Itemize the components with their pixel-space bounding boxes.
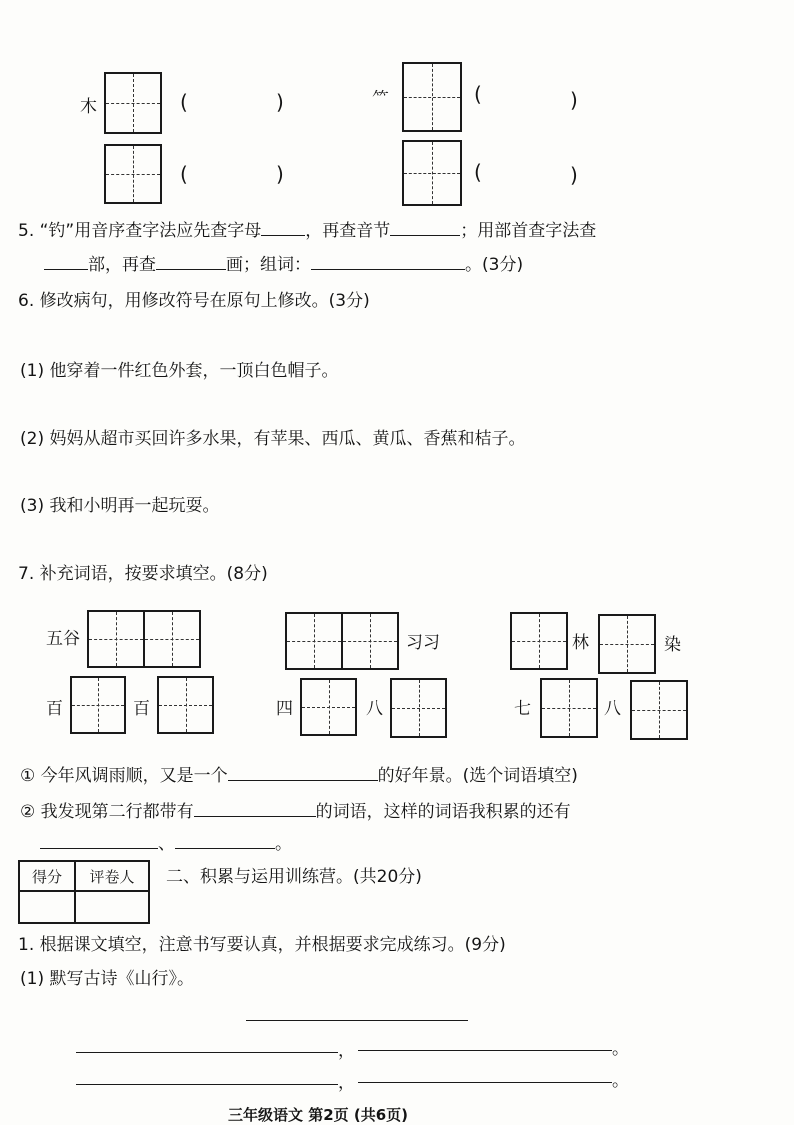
q7-text: ① 今年风调雨顺，又是一个: [20, 766, 228, 786]
score-table: [18, 860, 150, 924]
q5-line2: [44, 253, 523, 276]
s2q1-sub-1: (1) 默写古诗《山行》。: [20, 969, 194, 989]
score-cell[interactable]: [19, 891, 75, 923]
writing-grid[interactable]: [510, 612, 568, 670]
writing-grid[interactable]: [300, 678, 357, 736]
answer-blank[interactable]: [40, 832, 158, 849]
grader-label: 评卷人: [75, 861, 149, 891]
paren-open: (: [180, 162, 188, 186]
answer-blank[interactable]: [261, 219, 305, 236]
q7-word-qi: 七: [514, 699, 531, 719]
answer-blank[interactable]: [194, 800, 316, 817]
q7-word-si: 四: [276, 699, 293, 719]
q6-sentence-3: (3) 我和小明再一起玩耍。: [20, 496, 220, 516]
q6-sentence-1: (1) 他穿着一件红色外套，一顶白色帽子。: [20, 361, 339, 381]
period: 。: [612, 1039, 629, 1059]
answer-blank[interactable]: [228, 764, 378, 781]
comma: ，: [338, 1041, 355, 1061]
q6-sentence-2: (2) 妈妈从超市买回许多水果，有苹果、西瓜、黄瓜、香蕉和桔子。: [20, 429, 526, 449]
q7-text: 的词语，这样的词语我积累的还有: [315, 802, 571, 822]
answer-blank[interactable]: [390, 219, 460, 236]
q7-word-xixi: 习习: [406, 633, 440, 653]
paren-close: ): [570, 88, 578, 112]
q6-title: 6. 修改病句，用修改符号在原句上修改。(3分): [18, 291, 370, 311]
q5-text: 画；组词：: [226, 255, 311, 275]
poem-title-line[interactable]: [246, 1020, 468, 1021]
q7-word-ba-2: 八: [604, 699, 621, 719]
writing-grid[interactable]: [104, 144, 162, 204]
paren-open: (: [474, 82, 482, 106]
q7-word-bai-2: 百: [133, 699, 150, 719]
writing-grid[interactable]: [402, 62, 462, 132]
paren-open: (: [180, 90, 188, 114]
q7-word-lin: 林: [572, 633, 589, 653]
q7-sub-1: [20, 764, 578, 787]
writing-grid[interactable]: [630, 680, 688, 740]
grader-cell[interactable]: [75, 891, 149, 923]
answer-blank[interactable]: [156, 253, 226, 270]
q7-word-ran: 染: [664, 635, 681, 655]
writing-grid[interactable]: [598, 614, 656, 674]
radical-wood: 木: [80, 97, 97, 117]
answer-blank[interactable]: [311, 253, 465, 270]
writing-grid[interactable]: [87, 610, 145, 668]
q7-word-ba-1: 八: [366, 699, 383, 719]
writing-grid[interactable]: [402, 140, 462, 206]
q7-text: 的好年景。(选个词语填空): [377, 766, 578, 786]
q5-text: ；用部首查字法查: [460, 221, 597, 241]
q7-word-wugu: 五谷: [46, 629, 80, 649]
q7-text: 、: [158, 834, 175, 854]
q5-line1: [18, 219, 596, 242]
poem-line[interactable]: [76, 1052, 338, 1053]
poem-line[interactable]: [76, 1084, 338, 1085]
answer-blank[interactable]: [175, 832, 275, 849]
writing-grid[interactable]: [104, 72, 162, 134]
page-footer: 三年级语文 第2页 (共6页): [228, 1106, 409, 1124]
q7-text: 。: [275, 834, 292, 854]
answer-blank[interactable]: [44, 253, 88, 270]
writing-grid[interactable]: [143, 610, 201, 668]
q7-sub-2: [20, 800, 571, 823]
paren-close: ): [276, 90, 284, 114]
writing-grid[interactable]: [70, 676, 126, 734]
score-label: 得分: [19, 861, 75, 891]
writing-grid[interactable]: [285, 612, 343, 670]
s2q1-title: 1. 根据课文填空，注意书写要认真，并根据要求完成练习。(9分): [18, 935, 506, 955]
paren-close: ): [570, 163, 578, 187]
poem-line[interactable]: [358, 1050, 612, 1051]
writing-grid[interactable]: [390, 678, 447, 738]
writing-grid[interactable]: [157, 676, 214, 734]
paren-open: (: [474, 160, 482, 184]
poem-line[interactable]: [358, 1082, 612, 1083]
paren-close: ): [276, 162, 284, 186]
writing-grid[interactable]: [540, 678, 598, 738]
q7-word-bai-1: 百: [46, 699, 63, 719]
q5-text: 5. “钓”用音序查字法应先查字母: [18, 221, 262, 241]
q7-text: ② 我发现第二行都带有: [20, 802, 194, 822]
q7-title: 7. 补充词语，按要求填空。(8分): [18, 564, 268, 584]
q7-sub-2-cont: [40, 832, 292, 855]
q5-text: 部，再查: [88, 255, 156, 275]
q5-text: 。(3分): [465, 255, 524, 275]
period: 。: [612, 1071, 629, 1091]
radical-bamboo: ⺮: [372, 89, 389, 109]
writing-grid[interactable]: [341, 612, 399, 670]
comma: ，: [338, 1073, 355, 1093]
section2-title: 二、积累与运用训练营。(共20分): [166, 867, 422, 887]
q5-text: ，再查音节: [305, 221, 391, 241]
